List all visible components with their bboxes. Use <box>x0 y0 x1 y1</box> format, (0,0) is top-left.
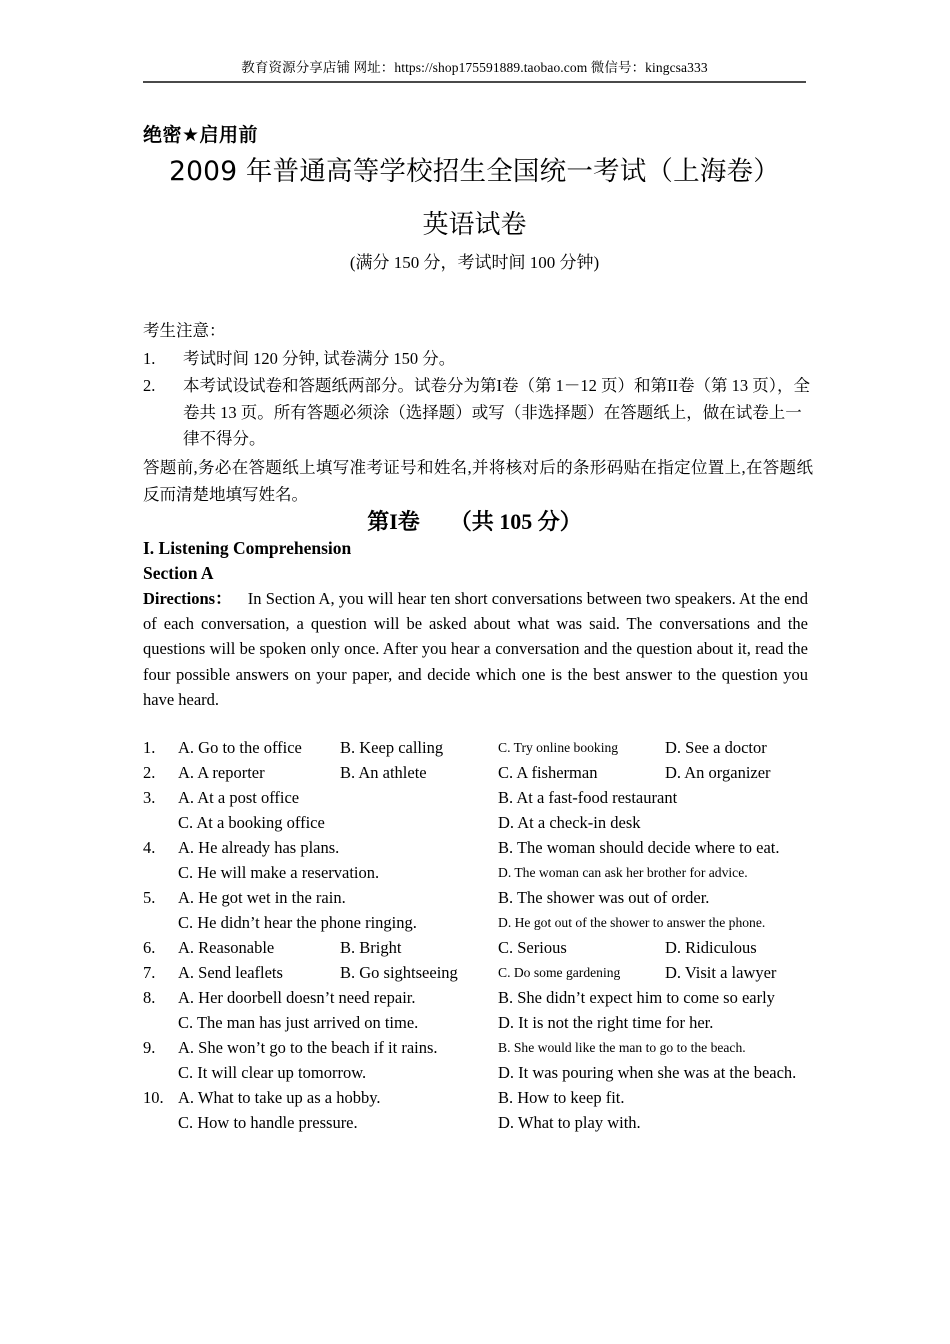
question-row-continued <box>143 860 823 885</box>
question-option[interactable]: A. She won’t go to the beach if it rains. <box>178 1038 438 1057</box>
question-option[interactable]: B. She didn’t expect him to come so early <box>498 988 775 1007</box>
question-row-continued <box>143 1110 823 1135</box>
directions-text: In Section A, you will hear ten short conversations between two speakers. At the end of each conversation, a question will be asked about what was said. The conversations and the questions will be spoken only once. After you hear a conversation and the question about it, read the four possible answers on your paper, and decide which one is the best answer to the question you have heard. <box>143 589 808 709</box>
question-option[interactable]: D. At a check-in desk <box>498 813 641 832</box>
question-number: 7. <box>143 963 156 982</box>
question-option[interactable]: D. Ridiculous <box>665 938 757 957</box>
question-option[interactable]: C. Do some gardening <box>498 965 621 980</box>
question-option[interactable]: A. At a post office <box>178 788 300 807</box>
notice-title: 考生注意： <box>143 321 226 340</box>
notice-item-2-number: 2. <box>143 376 156 395</box>
question-option[interactable]: D. It was pouring when she was at the beach. <box>498 1063 797 1082</box>
question-row-continued <box>143 1060 823 1085</box>
question-number: 1. <box>143 738 156 757</box>
directions-paragraph <box>143 586 808 712</box>
question-option[interactable]: D. Visit a lawyer <box>665 963 777 982</box>
question-option[interactable]: C. At a booking office <box>178 813 325 832</box>
question-row <box>143 1085 823 1110</box>
question-row <box>143 760 823 785</box>
question-number: 6. <box>143 938 156 957</box>
question-row <box>143 935 823 960</box>
question-option[interactable]: B. At a fast-food restaurant <box>498 788 678 807</box>
question-option[interactable]: A. Her doorbell doesn’t need repair. <box>178 988 416 1007</box>
question-option[interactable]: B. Bright <box>340 938 402 957</box>
question-option[interactable]: B. The shower was out of order. <box>498 888 710 907</box>
question-number: 4. <box>143 838 156 857</box>
question-option[interactable]: A. He got wet in the rain. <box>178 888 346 907</box>
confidential-notice: 绝密★启用前 <box>143 124 259 146</box>
question-option[interactable]: C. Try online booking <box>498 740 619 755</box>
question-option[interactable]: D. An organizer <box>665 763 771 782</box>
exam-score-time-line: (满分 150 分，考试时间 100 分钟) <box>349 253 600 272</box>
header-shop-info: 教育资源分享店铺 网址：https://shop175591889.taobao.com 微信号：kingcsa333 <box>241 60 708 75</box>
question-option[interactable]: D. See a doctor <box>665 738 767 757</box>
question-option[interactable]: D. He got out of the shower to answer the phone. <box>498 915 766 930</box>
question-option[interactable]: D. It is not the right time for her. <box>498 1013 714 1032</box>
paper-one-label: 第I卷 <box>367 509 420 534</box>
question-option[interactable]: D. The woman can ask her brother for advice. <box>498 865 748 880</box>
question-row <box>143 785 823 810</box>
notice-item-1 <box>143 346 813 373</box>
notice-tail-text: 答题前,务必在答题纸上填写准考证号和姓名,并将核对后的条形码贴在指定位置上,在答题纸反而清楚地填写姓名。 <box>143 457 813 504</box>
question-option[interactable]: D. What to play with. <box>498 1113 641 1132</box>
question-number: 5. <box>143 888 156 907</box>
question-option[interactable]: C. It will clear up tomorrow. <box>178 1063 367 1082</box>
question-number: 2. <box>143 763 156 782</box>
question-option[interactable]: C. He will make a reservation. <box>178 863 380 882</box>
question-option[interactable]: A. What to take up as a hobby. <box>178 1088 381 1107</box>
question-option[interactable]: B. Go sightseeing <box>340 963 458 982</box>
question-option[interactable]: B. Keep calling <box>340 738 444 757</box>
question-option[interactable]: C. A fisherman <box>498 763 598 782</box>
question-option[interactable]: A. Reasonable <box>178 938 275 957</box>
header-divider <box>143 81 806 83</box>
question-number: 10. <box>143 1088 164 1107</box>
question-option[interactable]: C. Serious <box>498 938 567 957</box>
question-option[interactable]: A. Go to the office <box>178 738 302 757</box>
question-option[interactable]: B. The woman should decide where to eat. <box>498 838 780 857</box>
question-option[interactable]: C. The man has just arrived on time. <box>178 1013 419 1032</box>
question-number: 9. <box>143 1038 156 1057</box>
question-list <box>143 735 823 1135</box>
question-option[interactable]: B. How to keep fit. <box>498 1088 625 1107</box>
notice-item-1-text: 考试时间 120 分钟, 试卷满分 150 分。 <box>183 348 456 368</box>
page-title: 2009 年普通高等学校招生全国统一考试（上海卷） <box>169 156 780 187</box>
question-row <box>143 835 823 860</box>
question-number: 3. <box>143 788 156 807</box>
question-option[interactable]: A. He already has plans. <box>178 838 340 857</box>
page-subtitle: 英语试卷 <box>422 210 527 240</box>
section-a-heading: Section A <box>143 563 214 583</box>
question-row-continued <box>143 810 823 835</box>
question-row-continued <box>143 910 823 935</box>
notice-item-2-text: 本考试设试卷和答题纸两部分。试卷分为第I卷（第 1－12 页）和第II卷（第 13 页），全卷共 13 页。所有答题必须涂（选择题）或写（非选择题）在答题纸上，做在试卷上一律不得分。 <box>183 376 810 448</box>
listening-comprehension-heading: I. Listening Comprehension <box>143 538 352 558</box>
directions-label: Directions： <box>143 589 232 608</box>
notice-item-1-number: 1. <box>143 348 156 368</box>
question-row <box>143 985 823 1010</box>
question-option[interactable]: C. How to handle pressure. <box>178 1113 358 1132</box>
page-header <box>143 58 806 83</box>
question-row <box>143 1035 823 1060</box>
question-number: 8. <box>143 988 156 1007</box>
question-row <box>143 885 823 910</box>
question-row <box>143 960 823 985</box>
paper-one-heading <box>143 505 806 536</box>
paper-one-points: （共 105 分） <box>449 509 582 534</box>
notice-item-2 <box>143 373 813 453</box>
question-option[interactable]: A. Send leaflets <box>178 963 283 982</box>
question-option[interactable]: B. An athlete <box>340 763 427 782</box>
question-option[interactable]: A. A reporter <box>178 763 265 782</box>
question-option[interactable]: B. She would like the man to go to the beach. <box>498 1040 746 1055</box>
question-row <box>143 735 823 760</box>
candidate-notice-block <box>143 318 813 508</box>
question-row-continued <box>143 1010 823 1035</box>
question-option[interactable]: C. He didn’t hear the phone ringing. <box>178 913 417 932</box>
